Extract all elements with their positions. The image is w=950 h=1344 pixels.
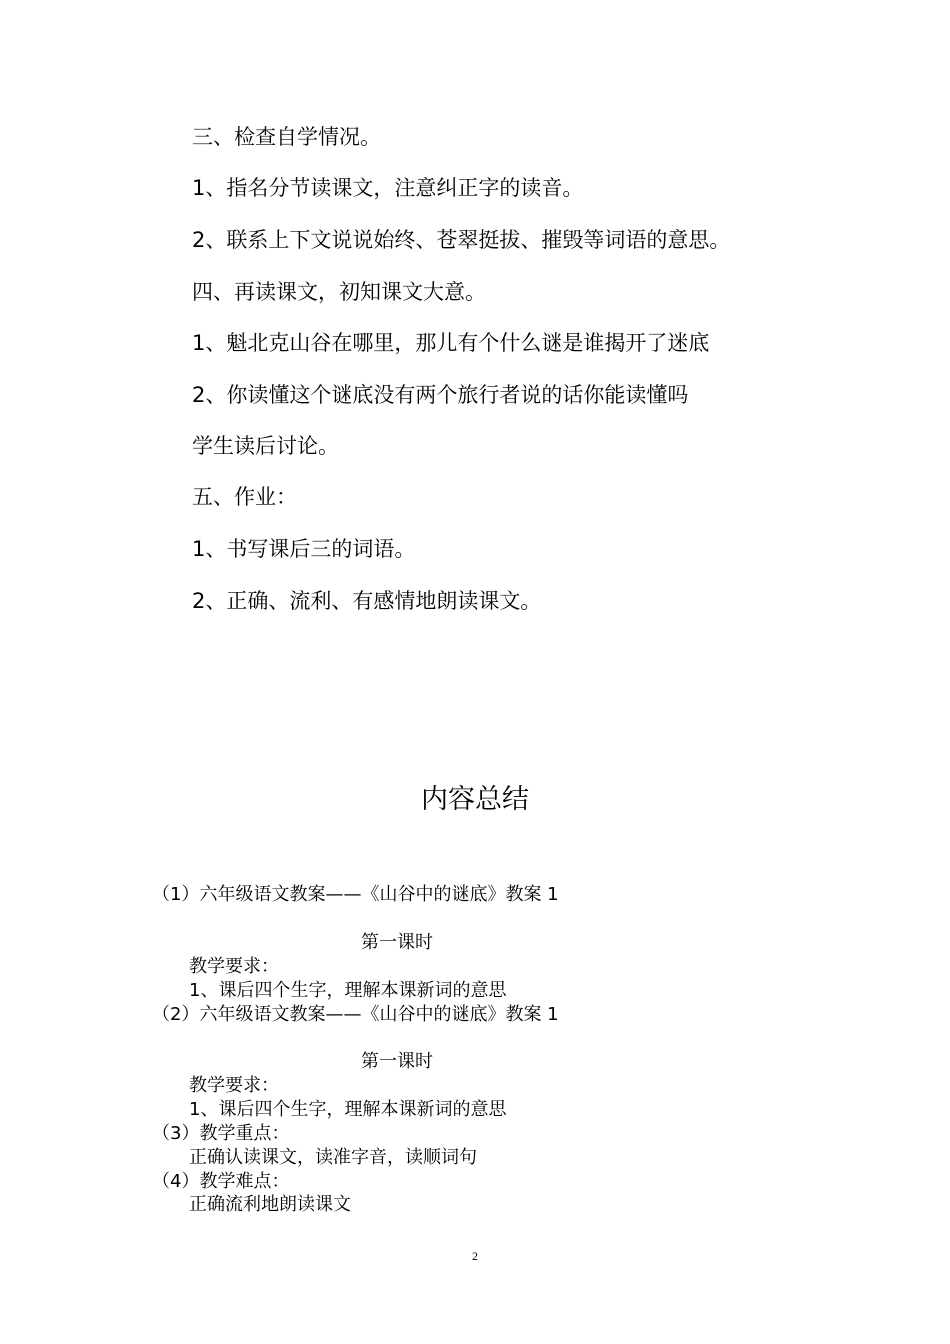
summary-item-heading: （1）六年级语文教案——《山谷中的谜底》教案 1 [152, 884, 559, 905]
body-paragraph: 2、正确、流利、有感情地朗读课文。 [192, 589, 542, 613]
summary-item-req-label: 教学要求： [189, 956, 279, 977]
summary-item-text: 正确流利地朗读课文 [189, 1194, 351, 1215]
summary-item-req-text: 1、课后四个生字，理解本课新词的意思 [189, 1099, 507, 1120]
summary-item-text: 正确认读课文，读准字音，读顺词句 [189, 1147, 477, 1168]
summary-item-lesson: 第一课时 [361, 932, 433, 953]
body-paragraph: 1、魁北克山谷在哪里，那儿有个什么谜是谁揭开了迷底 [192, 331, 710, 355]
body-paragraph: 1、书写课后三的词语。 [192, 537, 416, 561]
summary-item-heading: （3）教学重点： [152, 1123, 290, 1144]
body-paragraph: 学生读后讨论。 [192, 434, 339, 458]
body-paragraph: 1、指名分节读课文，注意纠正字的读音。 [192, 176, 584, 200]
page-number: 2 [472, 1249, 478, 1263]
section-heading-reread: 四、再读课文，初知课文大意。 [192, 280, 486, 304]
section-heading-homework: 五、作业： [192, 485, 297, 509]
summary-title: 内容总结 [421, 784, 529, 815]
summary-item-req-text: 1、课后四个生字，理解本课新词的意思 [189, 980, 507, 1001]
summary-item-heading: （4）教学难点： [152, 1171, 290, 1192]
summary-item-req-label: 教学要求： [189, 1075, 279, 1096]
summary-item-heading: （2）六年级语文教案——《山谷中的谜底》教案 1 [152, 1004, 559, 1025]
body-paragraph: 2、联系上下文说说始终、苍翠挺拔、摧毁等词语的意思。 [192, 228, 731, 252]
body-paragraph: 2、你读懂这个谜底没有两个旅行者说的话你能读懂吗 [192, 383, 689, 407]
section-heading-check-self-study: 三、检查自学情况。 [192, 125, 381, 149]
summary-item-lesson: 第一课时 [361, 1051, 433, 1072]
